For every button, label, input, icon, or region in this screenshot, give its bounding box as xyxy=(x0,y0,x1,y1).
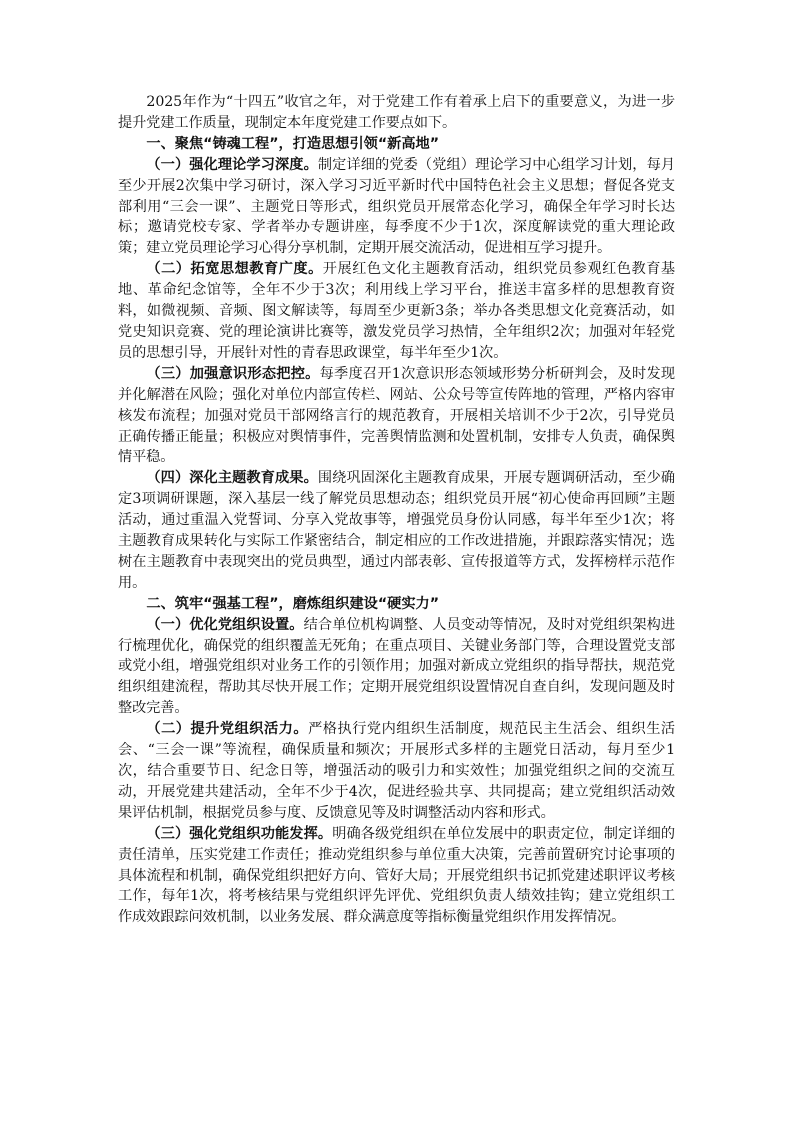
item-text: 结合单位机构调整、人员变动等情况，及时对党组织架构进行梳理优化，确保党的组织覆盖无死角；在重点项目、关键业务部门等，合理设置党支部或党小组，增强党组织对业务工作的引领作用；加强对新成立党组织的指导帮扶，规范党组织组建流程，帮助其尽快开展工作；定期开展党组织设置情况自查自纠，发现问题及时整改完善。 xyxy=(118,616,675,717)
section-2-item-2 xyxy=(118,719,675,824)
item-text: 开展红色文化主题教育活动，组织党员参观红色教育基地、革命纪念馆等，全年不少于3次；利用线上学习平台，推送丰富多样的思想教育资料，如微视频、音频、图文解读等，每周至少更新3条；举办各类思想文化竞赛活动，如党史知识竞赛、党的理论演讲比赛等，激发党员学习热情，全年组织2次；加强对年轻党员的思想引导，开展针对性的青春思政课堂，每半年至少1次。 xyxy=(118,261,675,361)
document-body xyxy=(118,92,675,928)
item-lead: （一）强化理论学习深度。 xyxy=(146,156,318,173)
section-1-item-3 xyxy=(118,364,675,469)
section-2-heading: 二、筑牢“强基工程”，磨炼组织建设“硬实力” xyxy=(146,595,440,612)
section-1-item-2 xyxy=(118,259,675,364)
item-lead: （二）提升党组织活力。 xyxy=(146,721,309,738)
item-lead: （四）深化主题教育成果。 xyxy=(146,470,318,487)
item-text: 制定详细的党委（党组）理论学习中心组学习计划，每月至少开展2次集中学习研讨，深入学习习近平新时代中国特色社会主义思想；督促各党支部利用“三会一课”、主题党日等形式，组织党员开展常态化学习，确保全年学习时长达标；邀请党校专家、学者举办专题讲座，每季度不少于1次，深度解读党的重大理论政策；建立党员理论学习心得分享机制，定期开展交流活动，促进相互学习提升。 xyxy=(118,156,675,257)
item-text: 严格执行党内组织生活制度，规范民主生活会、组织生活会、“三会一课”等流程，确保质量和频次；开展形式多样的主题党日活动，每月至少1次，结合重要节日、纪念日等，增强活动的吸引力和实效性；加强党组织之间的交流互动，开展党建共建活动，全年不少于4次，促进经验共享、共同提高；建立党组织活动效果评估机制，根据党员参与度、反馈意见等及时调整活动内容和形式。 xyxy=(118,721,675,821)
section-1-heading: 一、聚焦“铸魂工程”，打造思想引领“新高地” xyxy=(146,135,440,152)
item-lead: （二）拓宽思想教育广度。 xyxy=(146,261,323,278)
section-2-item-1 xyxy=(118,615,675,720)
item-lead: （三）加强意识形态把控。 xyxy=(146,365,320,382)
item-lead: （一）优化党组织设置。 xyxy=(146,616,304,633)
section-1-item-1 xyxy=(118,155,675,260)
section-2-item-3 xyxy=(118,824,675,929)
item-text: 围绕巩固深化主题教育成果，开展专题调研活动，至少确定3项调研课题，深入基层一线了解党员思想动态；组织党员开展“初心使命再回顾”主题活动，通过重温入党誓词、分享入党故事等，增强党员身份认同感，每半年至少1次；将主题教育成果转化与实际工作紧密结合，制定相应的工作改进措施，并跟踪落实情况；选树在主题教育中表现突出的党员典型，通过内部表彰、宣传报道等方式，发挥榜样示范作用。 xyxy=(118,470,675,591)
intro-paragraph: 2025年作为“十四五”收官之年，对于党建工作有着承上启下的重要意义，为进一步提升党建工作质量，现制定本年度党建工作要点如下。 xyxy=(118,94,675,131)
item-text: 明确各级党组织在单位发展中的职责定位，制定详细的责任清单，压实党建工作责任；推动党组织参与单位重大决策，完善前置研究讨论事项的具体流程和机制，确保党组织把好方向、管好大局；开展党组织书记抓党建述职评议考核工作，每年1次，将考核结果与党组织评先评优、党组织负责人绩效挂钩；建立党组织工作成效跟踪问效机制，以业务发展、群众满意度等指标衡量党组织作用发挥情况。 xyxy=(118,825,675,926)
item-text: 每季度召开1次意识形态领域形势分析研判会，及时发现并化解潜在风险；强化对单位内部宣传栏、网站、公众号等宣传阵地的管理，严格内容审核发布流程；加强对党员干部网络言行的规范教育，开展相关培训不少于2次，引导党员正确传播正能量；积极应对舆情事件，完善舆情监测和处置机制，安排专人负责，确保舆情平稳。 xyxy=(118,365,675,466)
section-1-item-4 xyxy=(118,468,675,593)
item-lead: （三）强化党组织功能发挥。 xyxy=(146,825,333,842)
